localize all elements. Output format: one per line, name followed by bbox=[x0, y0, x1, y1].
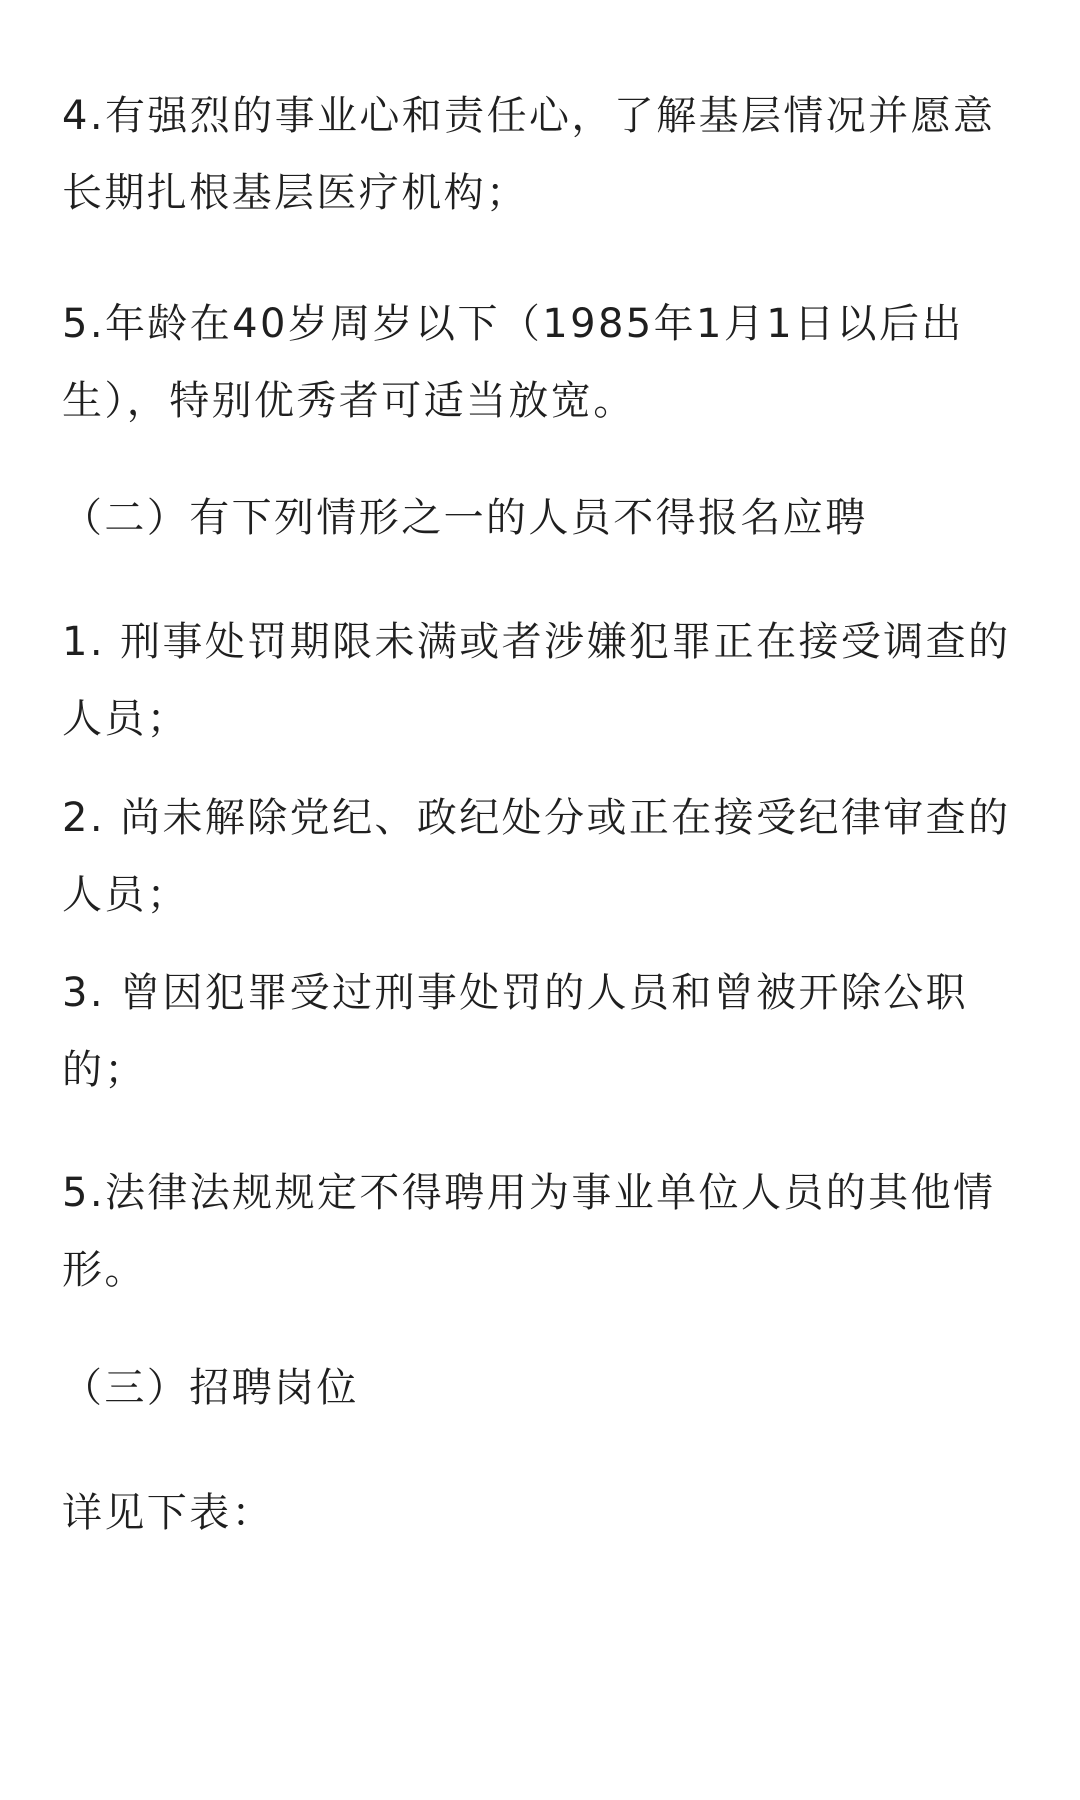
disqualification-item-5: 5.法律法规规定不得聘用为事业单位人员的其他情形。 bbox=[62, 1170, 996, 1293]
see-table-note: 详见下表： bbox=[62, 1490, 274, 1536]
disqualification-item-3: 3. 曾因犯罪受过刑事处罚的人员和曾被开除公职的； bbox=[62, 970, 969, 1093]
section-heading-positions: （三）招聘岗位 bbox=[62, 1365, 359, 1411]
requirement-item-4: 4.有强烈的事业心和责任心，了解基层情况并愿意长期扎根基层医疗机构； bbox=[62, 93, 996, 216]
disqualification-item-2: 2. 尚未解除党纪、政纪处分或正在接受纪律审查的人员； bbox=[62, 795, 1011, 918]
disqualification-item-1: 1. 刑事处罚期限未满或者涉嫌犯罪正在接受调查的人员； bbox=[62, 619, 1011, 742]
section-heading-disqualifications: （二）有下列情形之一的人员不得报名应聘 bbox=[62, 495, 868, 541]
requirement-item-5-age: 5.年龄在40岁周岁以下（1985年1月1日以后出生），特别优秀者可适当放宽。 bbox=[62, 301, 964, 424]
